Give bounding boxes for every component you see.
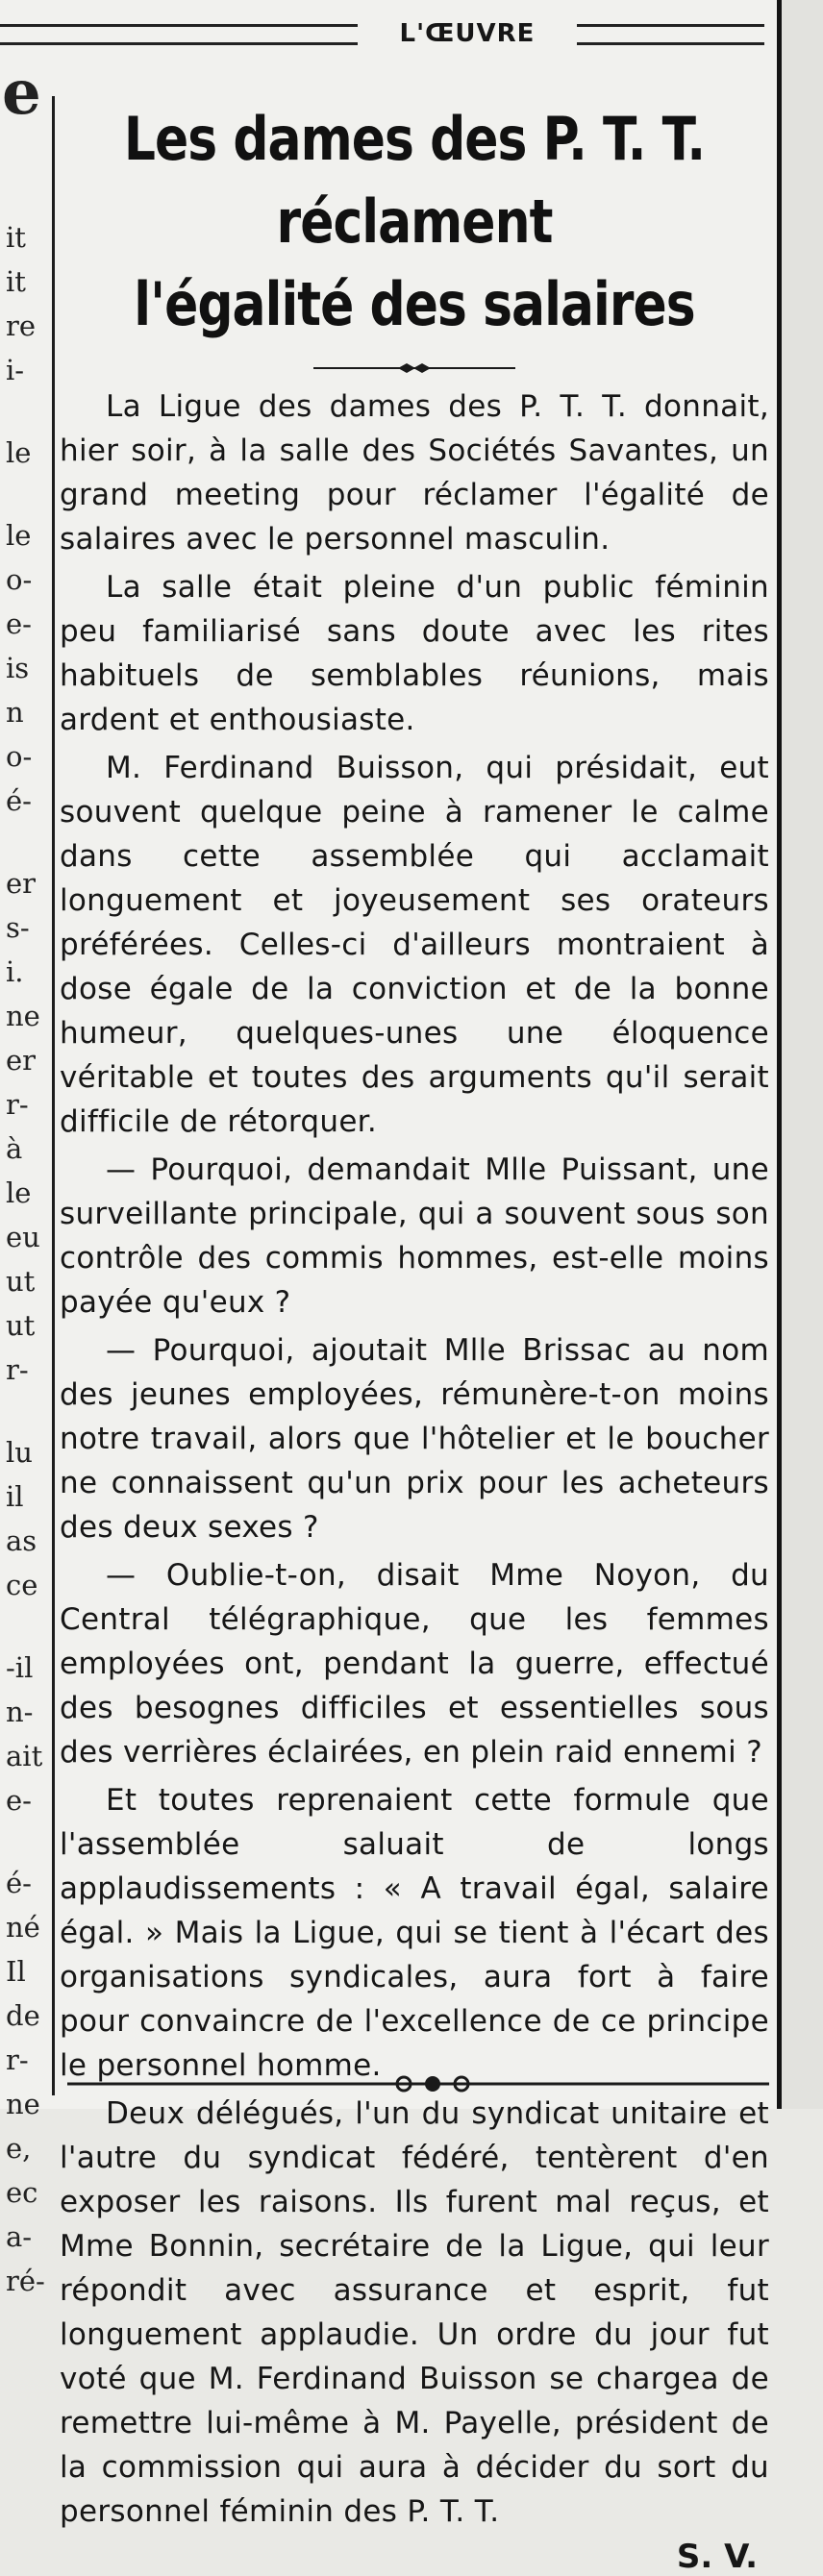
adjacent-column-text-fragment: er — [6, 867, 37, 900]
paragraph-8: Deux délégués, l'un du syndicat unitaire et l'autre du syndicat fédéré, tentèrent d'en exposer les raisons. Ils furent mal reçus, et Mme Bonnin, secrétaire de la Ligue, qui leur répondit avec assurance et esprit, fut longuement applaudie. Un ordre du jour fut voté que M. Ferdinand Buisson se chargea de remettre lui-même à M. Payelle, président de la commission qui aura à décider du sort du personnel féminin des P. T. T. — [60, 2096, 769, 2529]
adjacent-column-text-fragment: n — [6, 696, 24, 729]
adjacent-column-text-fragment: ne — [6, 2088, 40, 2120]
paragraph-3: M. Ferdinand Buisson, qui présidait, eut souvent quelque peine à ramener le calme dans cette assemblée qui acclamait longuement et joyeusement ses orateurs préférées. Celles-ci d'ailleurs montraient à dose égale de la conviction et de la bonne humeur, quelques-unes une éloquence véritable et toutes des arguments qu'il serait difficile de rétorquer. — [60, 751, 769, 1139]
adjacent-column-text-fragment: r- — [6, 1088, 29, 1121]
paragraph-2: La salle était pleine d'un public féminin peu familiarisé sans doute avec les rites habituels de semblables réunions, mais ardent et enthousiaste. — [60, 570, 769, 737]
adjacent-column-text-fragment: é- — [6, 784, 32, 817]
adjacent-column-text-fragment: ré- — [6, 2265, 45, 2297]
column-rule-left — [52, 96, 55, 2095]
adjacent-column-text-fragment: r- — [6, 2043, 29, 2076]
adjacent-column-text-fragment: s- — [6, 911, 30, 944]
headline-line-1: Les dames des P. T. T. réclament — [123, 104, 706, 257]
adjacent-column-fragment — [0, 57, 48, 2297]
adjacent-column-text-fragment: a- — [6, 2220, 33, 2253]
adjacent-column-text-fragment: ait — [6, 1740, 43, 1772]
adjacent-column-text-fragment: de — [6, 1999, 40, 2032]
adjacent-column-text-fragment: ut — [6, 1265, 36, 1298]
adjacent-column-text-fragment: lu — [6, 1436, 33, 1469]
headline-line-2: l'égalité des salaires — [134, 269, 695, 339]
page-margin — [782, 0, 823, 2109]
adjacent-column-text-fragment: er — [6, 1044, 37, 1077]
adjacent-column-text-fragment: o- — [6, 563, 33, 596]
headline-ornament-divider — [313, 361, 515, 375]
adjacent-column-text-fragment: i- — [6, 354, 25, 386]
adjacent-column-text-fragment: né — [6, 1911, 40, 1944]
headline — [85, 98, 744, 346]
masthead-title: L'ŒUVRE — [399, 19, 536, 48]
adjacent-column-text-fragment: à — [6, 1132, 23, 1165]
adjacent-column-text-fragment: -il — [6, 1651, 34, 1684]
author-signature: S. V. — [676, 2538, 758, 2576]
adjacent-column-text-fragment: r- — [6, 1353, 29, 1386]
adjacent-column-text-fragment: é- — [6, 1867, 32, 1899]
adjacent-column-text-fragment: e- — [6, 1784, 32, 1817]
paragraph-4: — Pourquoi, demandait Mlle Puissant, une surveillante principale, qui a souvent sous son contrôle des commis hommes, est-elle moins payée qu'eux ? — [60, 1152, 769, 1320]
adjacent-column-text-fragment: e — [2, 57, 41, 129]
adjacent-column-text-fragment: le — [6, 436, 32, 469]
paragraph-6: — Oublie-t-on, disait Mme Noyon, du Central télégraphique, que les femmes employées ont, pendant la guerre, effectué des besognes difficiles et essentielles sous des verrières éclairées, en plein raid ennemi ? — [60, 1558, 769, 1770]
adjacent-column-text-fragment: le — [6, 1177, 32, 1209]
adjacent-column-text-fragment: e- — [6, 607, 32, 640]
adjacent-column-text-fragment: le — [6, 519, 32, 552]
adjacent-column-text-fragment: is — [6, 652, 30, 684]
adjacent-column-text-fragment: o- — [6, 740, 33, 773]
adjacent-column-text-fragment: e, — [6, 2132, 32, 2165]
adjacent-column-text-fragment: ne — [6, 1000, 40, 1032]
masthead-rule-right — [577, 24, 764, 45]
paragraph-7: Et toutes reprenaient cette formule que l'assemblée saluait de longs applaudissements : « A travail égal, salaire égal. » Mais la Ligue, qui se tient à l'écart des organisations syndicales, aura fort à faire pour convaincre de l'excellence de ce principe le personnel homme. — [60, 1783, 769, 2083]
adjacent-column-text-fragment: it — [6, 265, 26, 298]
adjacent-column-text-fragment: it — [6, 221, 26, 254]
adjacent-column-text-fragment: eu — [6, 1221, 40, 1253]
adjacent-column-text-fragment: re — [6, 310, 37, 342]
masthead-rule-left — [0, 24, 358, 45]
adjacent-column-text-fragment: Il — [6, 1955, 26, 1988]
adjacent-column-text-fragment: ce — [6, 1569, 38, 1601]
adjacent-column-text-fragment: as — [6, 1524, 37, 1557]
paragraph-5: — Pourquoi, ajoutait Mlle Brissac au nom des jeunes employées, rémunère-t-on moins notre travail, alors que l'hôtelier et le boucher ne connaissent qu'un prix pour les acheteurs des deux sexes ? — [60, 1333, 769, 1545]
paragraph-1: La Ligue des dames des P. T. T. donnait, hier soir, à la salle des Sociétés Savantes, un grand meeting pour réclamer l'égalité de salaires avec le personnel masculin. — [60, 389, 769, 557]
masthead — [0, 12, 777, 58]
adjacent-column-text-fragment: il — [6, 1480, 24, 1513]
article — [60, 98, 769, 2576]
adjacent-column-text-fragment: n- — [6, 1696, 34, 1728]
adjacent-column-text-fragment: i. — [6, 955, 24, 988]
adjacent-column-text-fragment: ec — [6, 2176, 38, 2209]
bottom-ornament-divider — [67, 2074, 769, 2093]
adjacent-column-text-fragment: ut — [6, 1309, 36, 1342]
